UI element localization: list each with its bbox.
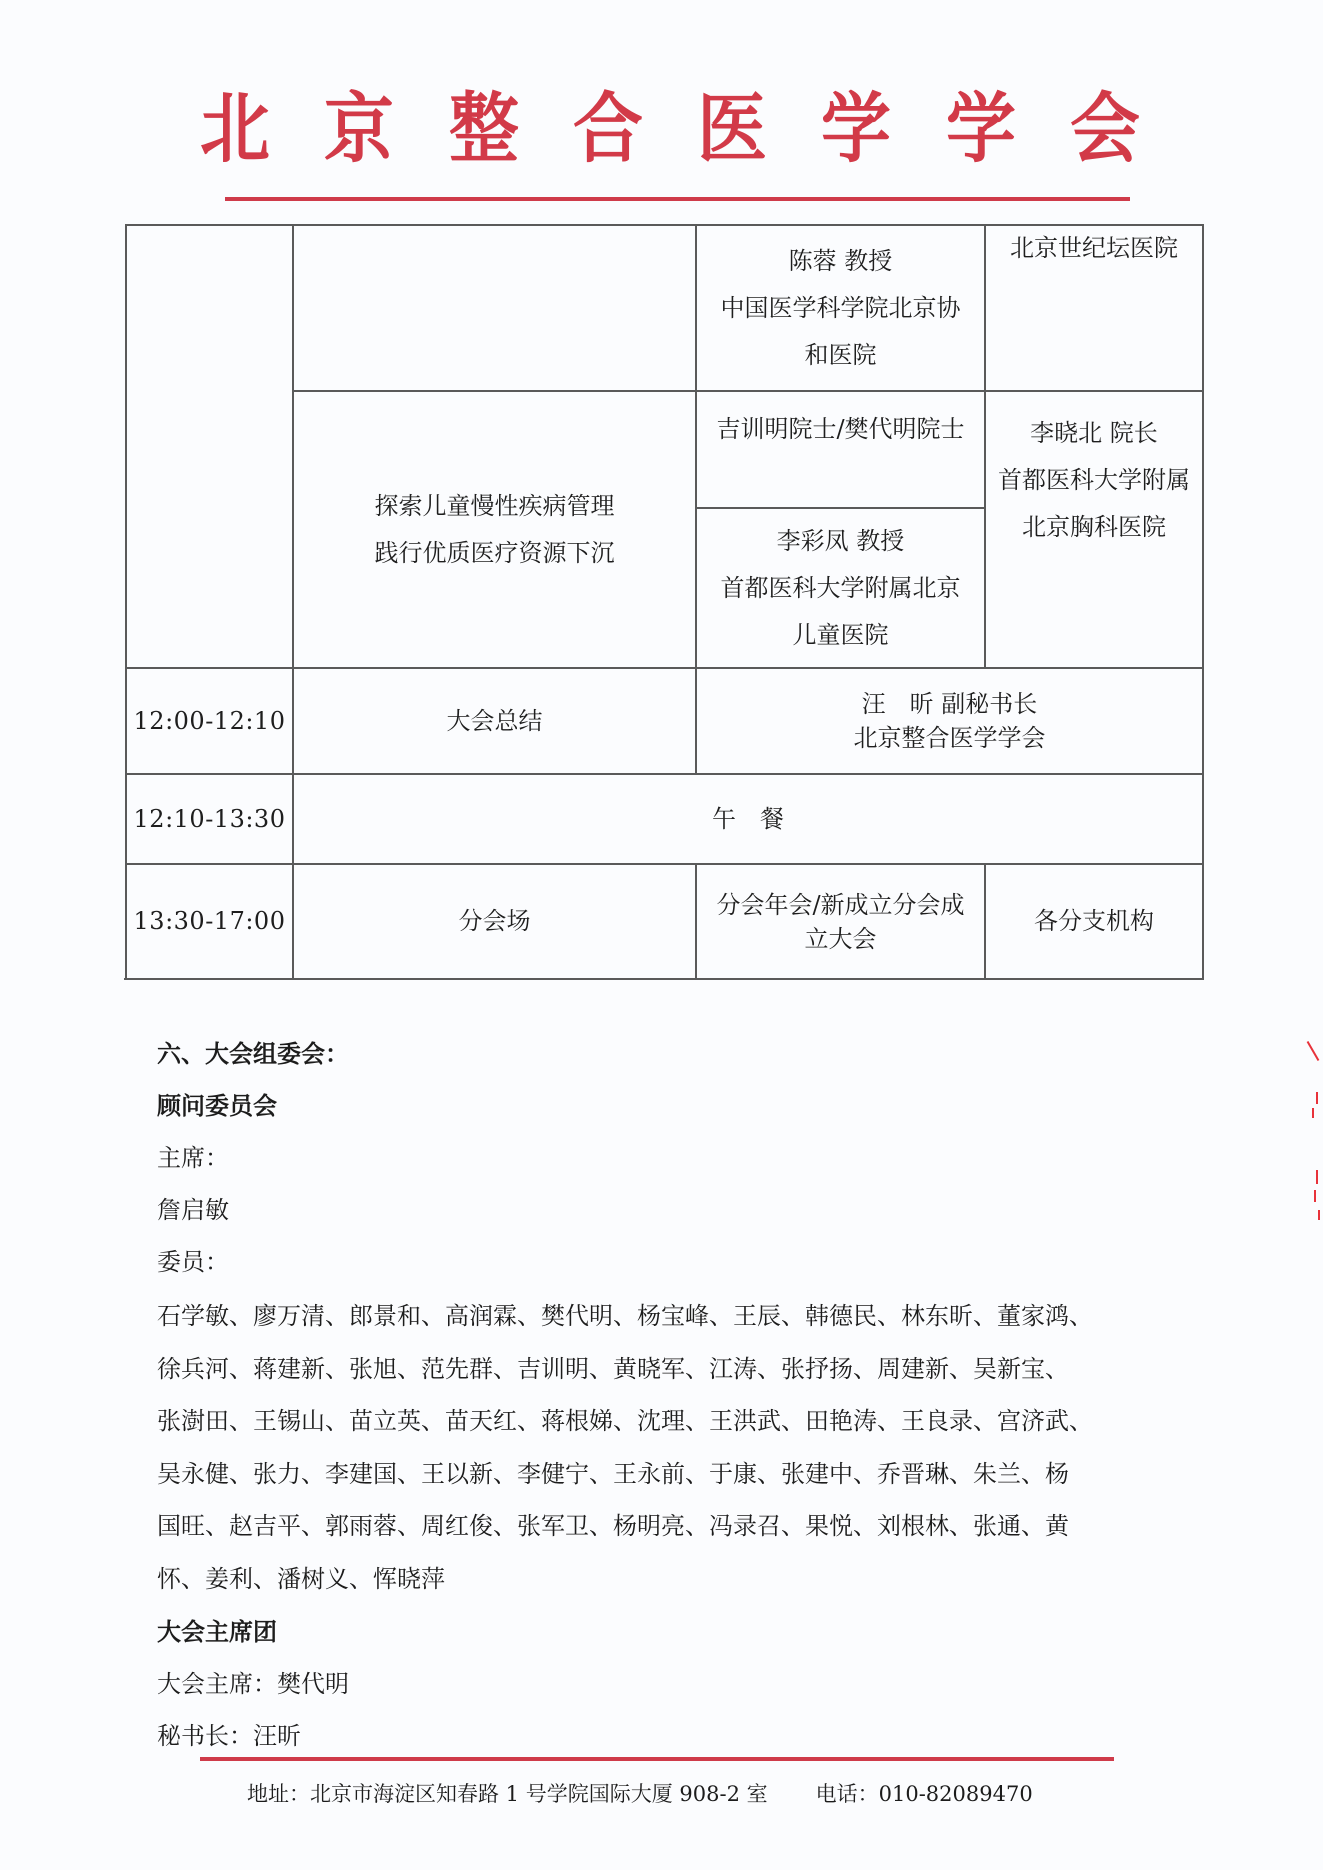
speaker-name: 陈蓉 教授	[788, 246, 893, 275]
topic-cell	[294, 865, 695, 978]
member-line: 怀、姜利、潘树义、恽晓萍	[157, 1564, 445, 1593]
speaker-affiliation: 首都医科大学附属北京	[720, 573, 961, 602]
speaker-affiliation: 中国医学科学院北京协	[720, 293, 961, 322]
table-border-right	[1202, 224, 1204, 980]
speaker-cell	[697, 509, 984, 667]
letterhead-char: 学	[821, 83, 892, 173]
topic-text: 午 餐	[712, 804, 784, 833]
time-range: 12:00-12:10	[133, 706, 286, 735]
speaker-name: 分会年会/新成立分会成	[716, 890, 965, 919]
time-cell	[127, 775, 292, 863]
letterhead-char: 京	[324, 83, 395, 173]
member-list	[157, 1290, 1207, 1605]
letterhead-char: 北	[200, 83, 270, 173]
host-name: 各分支机构	[1034, 907, 1154, 935]
topic-cell	[294, 392, 695, 667]
footer-address: 地址：北京市海淀区知春路 1 号学院国际大厦 908-2 室	[247, 1782, 768, 1806]
secretary-general: 秘书长：汪昕	[157, 1722, 301, 1750]
speaker-affiliation: 北京整合医学学会	[853, 724, 1046, 752]
time-cell	[127, 669, 292, 773]
topic-text: 分会场	[458, 907, 531, 935]
topic-text: 探索儿童慢性疾病管理	[374, 491, 615, 520]
host-affiliation: 首都医科大学附属	[998, 466, 1190, 494]
host-cell	[986, 865, 1202, 978]
host-name: 李晓北 院长	[1030, 419, 1158, 447]
footer-contact	[247, 1778, 1033, 1808]
letterhead-char: 整	[448, 83, 519, 173]
host-affiliation: 北京胸科医院	[1022, 513, 1166, 541]
member-line: 张澍田、王锡山、苗立英、苗天红、蒋根娣、沈理、王洪武、田艳涛、王良录、宫济武、	[157, 1407, 1093, 1435]
time-cell	[127, 865, 292, 978]
speaker-cell	[697, 226, 984, 390]
speaker-name: 吉训明院士/樊代明院士	[716, 415, 965, 443]
member-line: 徐兵河、蒋建新、张旭、范先群、吉训明、黄晓军、江涛、张抒扬、周建新、吴新宝、	[157, 1354, 1069, 1383]
member-line: 国旺、赵吉平、郭雨蓉、周红俊、张军卫、杨明亮、冯录召、果悦、刘根林、张通、黄	[157, 1512, 1069, 1540]
speaker-cell	[697, 392, 984, 507]
speaker-cell	[697, 865, 984, 978]
chair-label: 主席：	[157, 1144, 229, 1172]
speaker-affiliation: 和医院	[804, 340, 877, 369]
topic-cell	[294, 775, 1202, 863]
host-cell	[986, 392, 1202, 592]
speaker-name: 汪 昕 副秘书长	[861, 690, 1038, 718]
topic-cell	[294, 669, 695, 773]
letterhead-char: 医	[697, 83, 768, 173]
presidium-heading: 大会主席团	[157, 1618, 277, 1646]
speaker-cell	[697, 669, 1202, 773]
speaker-name: 立大会	[804, 924, 877, 953]
host-name: 北京世纪坛医院	[1010, 234, 1178, 262]
letterhead-char: 合	[572, 83, 643, 173]
letterhead-char: 学	[945, 83, 1016, 173]
seal-stamp-fragment	[1312, 1040, 1323, 1230]
speaker-affiliation: 儿童医院	[792, 620, 889, 649]
speaker-name: 李彩凤 教授	[776, 526, 905, 555]
host-cell	[986, 226, 1202, 390]
footer-phone: 电话：010-82089470	[815, 1782, 1033, 1806]
time-range: 13:30-17:00	[133, 907, 286, 935]
topic-text: 大会总结	[446, 706, 543, 735]
presidium-chair: 大会主席：樊代明	[157, 1670, 349, 1698]
letterhead-char: 会	[1070, 83, 1140, 173]
advisory-committee-heading: 顾问委员会	[157, 1092, 277, 1120]
section-heading: 六、大会组委会：	[157, 1040, 349, 1068]
member-line: 石学敏、廖万清、郎景和、高润霖、樊代明、杨宝峰、王辰、韩德民、林东昕、董家鸿、	[157, 1302, 1093, 1330]
footer-divider	[200, 1757, 1114, 1761]
topic-text: 践行优质医疗资源下沉	[374, 538, 615, 567]
members-label: 委员：	[157, 1248, 229, 1276]
chair-name: 詹启敏	[157, 1196, 229, 1224]
table-border-bottom	[124, 978, 1204, 980]
member-line: 吴永健、张力、李建国、王以新、李健宁、王永前、于康、张建中、乔晋琳、朱兰、杨	[157, 1459, 1069, 1488]
time-range: 12:10-13:30	[133, 804, 286, 833]
